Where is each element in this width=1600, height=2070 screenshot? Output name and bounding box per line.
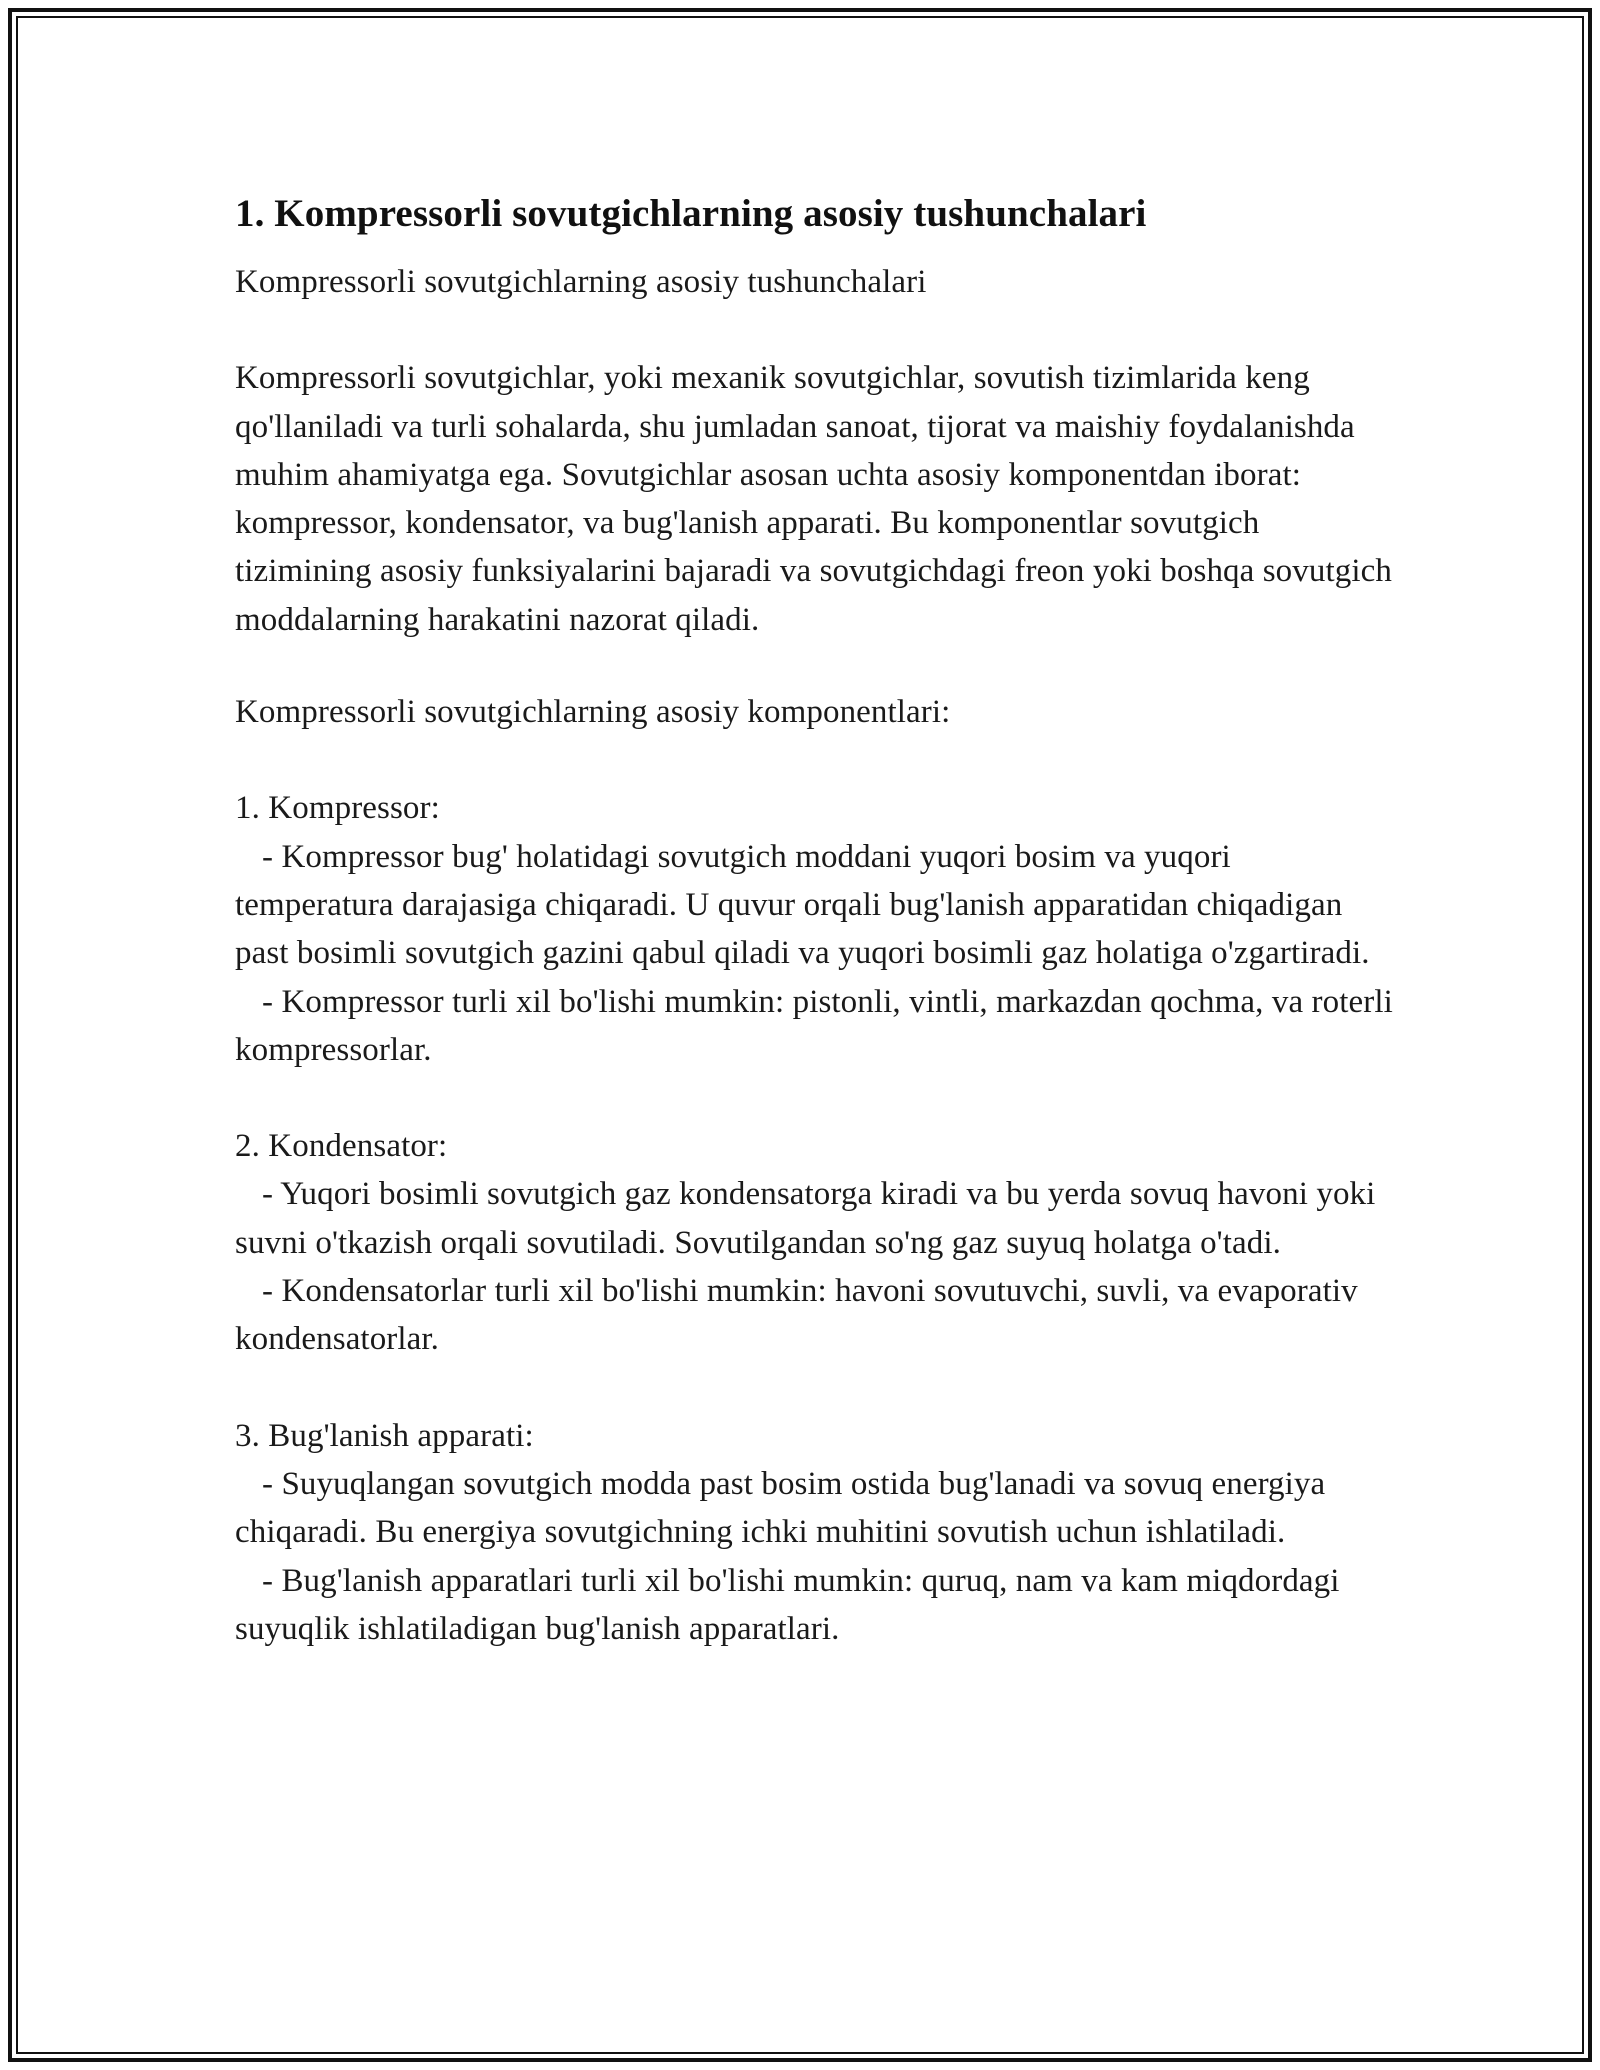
section-heading: 2. Kondensator: [235, 1128, 448, 1165]
document-title: 1. Kompressorli sovutgichlarning asosiy tushunchalari [235, 192, 1147, 235]
document-body [235, 186, 1395, 1701]
section-kompressor [235, 784, 1395, 1074]
section-buglanish-apparati [235, 1412, 1395, 1653]
list-item: - Kompressor turli xil bo'lishi mumkin: pistonli, vintli, markazdan qochma, va roterli kompressorlar. [235, 983, 1393, 1068]
section-heading: 1. Kompressor: [235, 790, 440, 827]
components-heading: Kompressorli sovutgichlarning asosiy komponentlari: [235, 694, 951, 731]
section-kondensator [235, 1122, 1395, 1363]
list-item: - Suyuqlangan sovutgich modda past bosim ostida bug'lanadi va sovuq energiya chiqaradi. Bu energiya sovutgichning ichki muhitini sovutish uchun ishlatiladi. [235, 1465, 1326, 1551]
list-item: - Bug'lanish apparatlari turli xil bo'lishi mumkin: quruq, nam va kam miqdordagi suyuqlik ishlatiladigan bug'lanish apparatlari. [235, 1562, 1340, 1647]
list-item: - Yuqori bosimli sovutgich gaz kondensatorga kiradi va bu yerda sovuq havoni yoki suvni o'tkazish orqali sovutiladi. Sovutilgandan so'ng gaz suyuq holatga o'tadi. [235, 1176, 1376, 1261]
list-item: - Kondensatorlar turli xil bo'lishi mumkin: havoni sovutuvchi, suvli, va evaporativ kondensatorlar. [235, 1273, 1358, 1358]
list-item: - Kompressor bug' holatidagi sovutgich moddani yuqori bosim va yuqori temperatura darajasiga chiqaradi. U quvur orqali bug'lanish apparatidan chiqadigan past bosimli sovutgich gazini qabul qiladi va yuqori bosimli gaz holatiga o'zgartiradi. [235, 838, 1370, 972]
section-heading: 3. Bug'lanish apparati: [235, 1417, 534, 1454]
document-subtitle: Kompressorli sovutgichlarning asosiy tushunchalari [235, 264, 927, 300]
intro-paragraph: Kompressorli sovutgichlar, yoki mexanik sovutgichlar, sovutish tizimlarida keng qo'llaniladi va turli sohalarda, shu jumladan sanoat, tijorat va maishiy foydalanishda muhim ahamiyatga ega. Sovutgichlar asosan uchta asosiy komponentdan iborat: kompressor, kondensator, va bug'lanish apparati. Bu komponentlar sovutgich tizimining asosiy funksiyalarini bajaradi va sovutgichdagi freon yoki boshqa sovutgich moddalarning harakatini nazorat qiladi. [235, 360, 1392, 638]
